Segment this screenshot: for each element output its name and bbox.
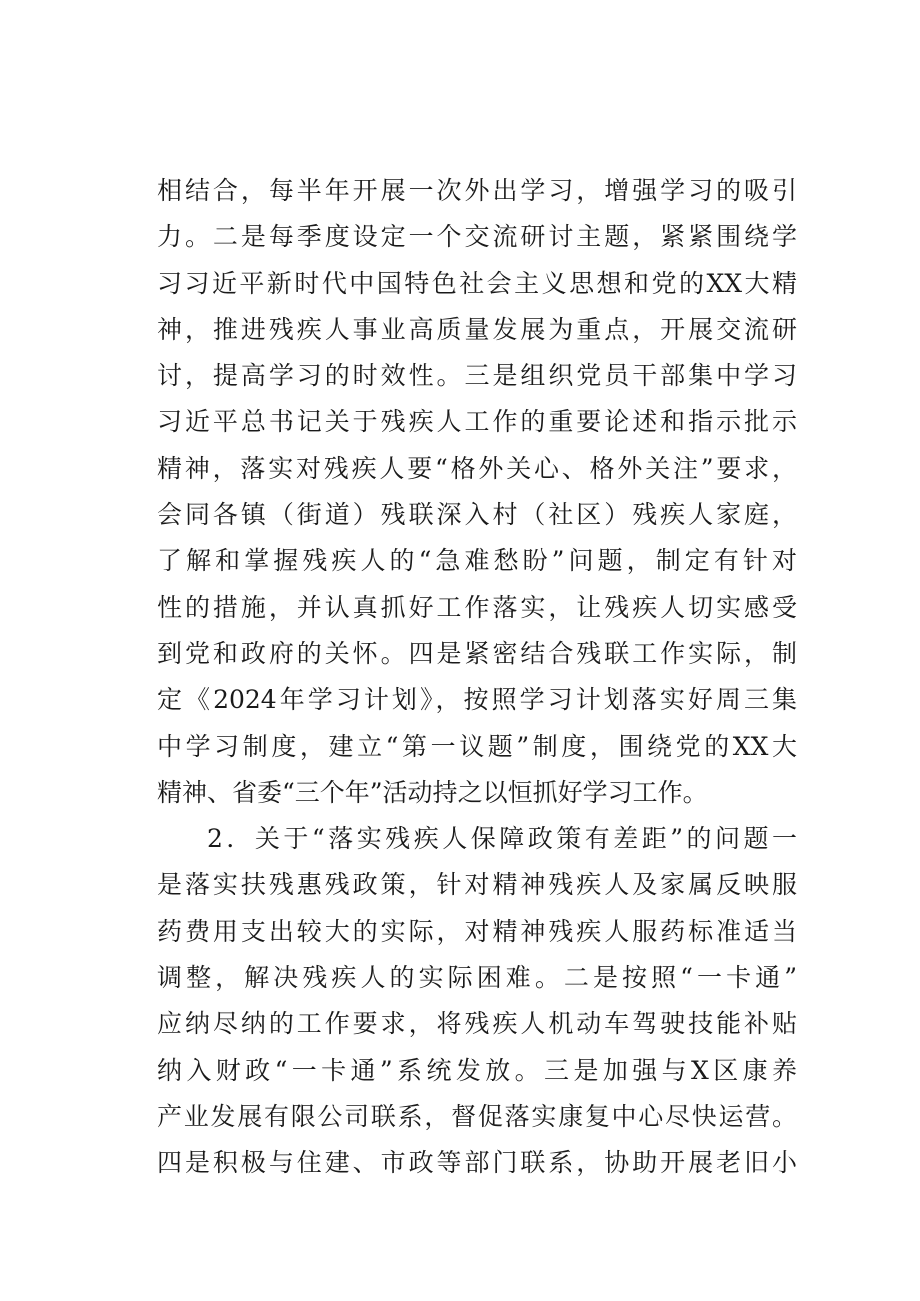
text-line: 了解和掌握残疾人的“急难愁盼”问题，制定有针对 bbox=[157, 546, 797, 576]
text-line: 力。二是每季度设定一个交流研讨主题，紧紧围绕学 bbox=[157, 222, 797, 252]
text-line: 相结合，每半年开展一次外出学习，增强学习的吸引 bbox=[157, 176, 797, 205]
text-line: 习习近平新时代中国特色社会主义思想和党的XX大精 bbox=[157, 268, 797, 298]
section-heading-line: 2．关于“落实残疾人保障政策有差距”的问题一 bbox=[207, 824, 797, 854]
text-line: 四是积极与住建、市政等部门联系，协助开展老旧小 bbox=[157, 1148, 797, 1178]
text-line: 会同各镇（街道）残联深入村（社区）残疾人家庭， bbox=[157, 500, 797, 530]
text-line: 精神，落实对残疾人要“格外关心、格外关注”要求， bbox=[157, 453, 797, 483]
body-text bbox=[157, 168, 797, 1187]
text-line: 应纳尽纳的工作要求，将残疾人机动车驾驶技能补贴 bbox=[157, 1009, 797, 1039]
text-line: 调整，解决残疾人的实际困难。二是按照“一卡通” bbox=[157, 963, 797, 993]
text-line: 定《2024年学习计划》，按照学习计划落实好周三集 bbox=[157, 685, 797, 715]
text-line: 到党和政府的关怀。四是紧密结合残联工作实际，制 bbox=[157, 638, 797, 668]
text-line: 精神、省委“三个年”活动持之以恒抓好学习工作。 bbox=[157, 777, 708, 807]
text-line: 药费用支出较大的实际，对精神残疾人服药标准适当 bbox=[157, 916, 797, 946]
text-line: 是落实扶残惠残政策，针对精神残疾人及家属反映服 bbox=[157, 870, 797, 900]
text-line: 中学习制度，建立“第一议题”制度，围绕党的XX大 bbox=[157, 731, 797, 761]
text-line: 纳入财政“一卡通”系统发放。三是加强与X区康养 bbox=[157, 1055, 797, 1085]
text-line: 习近平总书记关于残疾人工作的重要论述和指示批示 bbox=[157, 407, 797, 437]
text-line: 产业发展有限公司联系，督促落实康复中心尽快运营。 bbox=[157, 1101, 797, 1131]
text-line: 讨，提高学习的时效性。三是组织党员干部集中学习 bbox=[157, 361, 797, 391]
text-line: 神，推进残疾人事业高质量发展为重点，开展交流研 bbox=[157, 314, 797, 344]
text-line: 性的措施，并认真抓好工作落实，让残疾人切实感受 bbox=[157, 592, 797, 622]
